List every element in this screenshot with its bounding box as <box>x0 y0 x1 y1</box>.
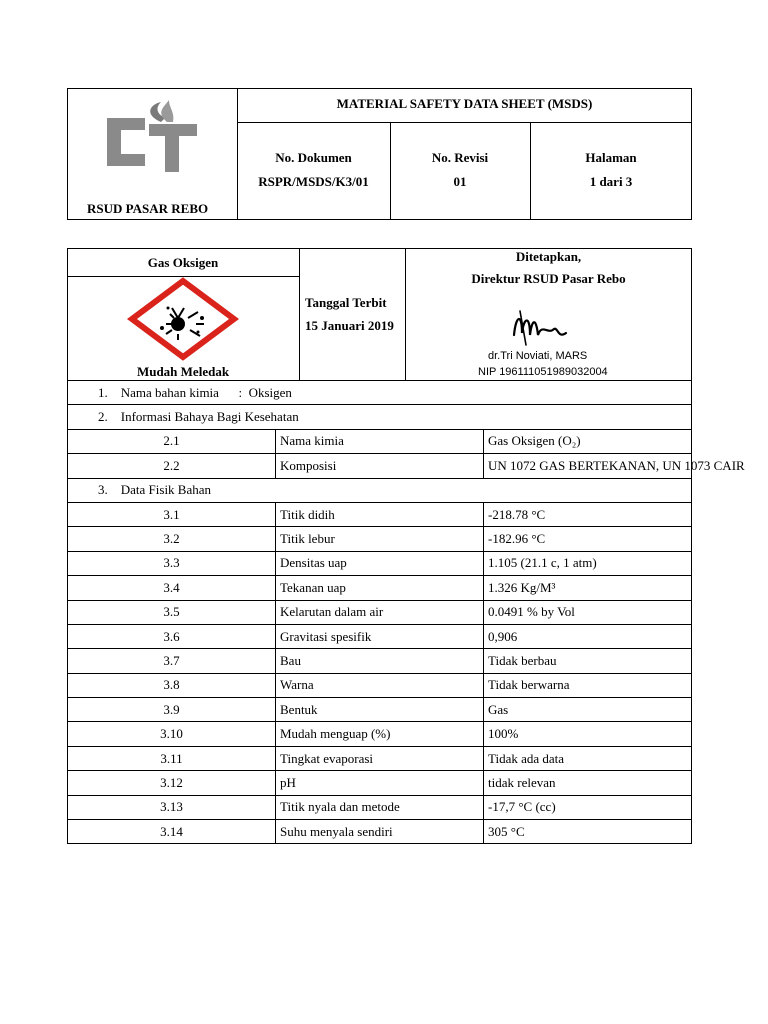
row-value: Tidak ada data <box>484 746 692 770</box>
row-value: Gas Oksigen (O₂) <box>484 429 692 453</box>
row-label: Tekanan uap <box>276 576 484 600</box>
hospital-name: RSUD PASAR REBO <box>87 201 209 216</box>
doc-no-label: No. Dokumen <box>275 150 352 165</box>
row-number: 3.5 <box>68 600 276 624</box>
section-row <box>68 478 692 502</box>
table-row <box>68 454 692 478</box>
row-label: Densitas uap <box>276 551 484 575</box>
row-label: Bau <box>276 649 484 673</box>
section-row <box>68 405 692 429</box>
row-number: 3.12 <box>68 771 276 795</box>
row-number: 3.9 <box>68 698 276 722</box>
row-number: 2.2 <box>68 454 276 478</box>
row-number: 2.1 <box>68 429 276 453</box>
table-row <box>68 722 692 746</box>
row-value: -182.96 °C <box>484 527 692 551</box>
exploding-bomb-icon <box>128 278 238 360</box>
row-number: 3.1 <box>68 502 276 526</box>
table-row <box>68 771 692 795</box>
page-label: Halaman <box>585 150 637 165</box>
row-value: 1.105 (21.1 c, 1 atm) <box>484 551 692 575</box>
revision-value: 01 <box>453 174 467 189</box>
director-title: Direktur RSUD Pasar Rebo <box>471 271 626 286</box>
row-number: 3.13 <box>68 795 276 819</box>
section-cell: 2. Informasi Bahaya Bagi Kesehatan <box>68 405 692 429</box>
row-value: Tidak berbau <box>484 649 692 673</box>
section-row <box>68 381 692 405</box>
row-value: 1.326 Kg/M³ <box>484 576 692 600</box>
row-number: 3.11 <box>68 746 276 770</box>
row-label: Titik didih <box>276 502 484 526</box>
row-value: 0.0491 % by Vol <box>484 600 692 624</box>
signature <box>508 305 598 349</box>
row-label: Suhu menyala sendiri <box>276 820 484 844</box>
issued-label: Tanggal Terbit <box>305 295 387 310</box>
table-row <box>68 502 692 526</box>
row-label: Gravitasi spesifik <box>276 624 484 648</box>
table-row <box>68 820 692 844</box>
issued-date: 15 Januari 2019 <box>305 318 394 333</box>
row-value: 0,906 <box>484 624 692 648</box>
properties-table <box>67 380 745 844</box>
table-row <box>68 551 692 575</box>
section-cell: 1. Nama bahan kimia : Oksigen <box>68 381 692 405</box>
signer-nip: NIP 196111051989032004 <box>478 366 608 378</box>
row-value: UN 1072 GAS BERTEKANAN, UN 1073 CAIR <box>484 454 692 478</box>
row-number: 3.3 <box>68 551 276 575</box>
hospital-logo <box>103 100 199 176</box>
row-number: 3.2 <box>68 527 276 551</box>
table-row <box>68 600 692 624</box>
row-label: Titik nyala dan metode <box>276 795 484 819</box>
row-label: Komposisi <box>276 454 484 478</box>
row-number: 3.6 <box>68 624 276 648</box>
table-row <box>68 746 692 770</box>
table-row <box>68 673 692 697</box>
row-value: -17,7 °C (cc) <box>484 795 692 819</box>
table-row <box>68 649 692 673</box>
approval-text: Ditetapkan, <box>515 249 582 264</box>
row-value: 305 °C <box>484 820 692 844</box>
row-value: -218.78 °C <box>484 502 692 526</box>
row-label: Nama kimia <box>276 429 484 453</box>
row-number: 3.8 <box>68 673 276 697</box>
row-label: Tingkat evaporasi <box>276 746 484 770</box>
document-title: MATERIAL SAFETY DATA SHEET (MSDS) <box>336 96 593 111</box>
row-label: pH <box>276 771 484 795</box>
row-number: 3.14 <box>68 820 276 844</box>
table-row <box>68 698 692 722</box>
signer-name: dr.Tri Noviati, MARS <box>488 350 588 362</box>
substance-name: Gas Oksigen <box>147 255 219 270</box>
row-number: 3.4 <box>68 576 276 600</box>
hazard-label: Mudah Meledak <box>136 364 230 379</box>
revision-label: No. Revisi <box>431 150 489 165</box>
table-row <box>68 795 692 819</box>
table-row <box>68 429 692 453</box>
row-label: Kelarutan dalam air <box>276 600 484 624</box>
table-row <box>68 576 692 600</box>
table-row <box>68 527 692 551</box>
row-label: Titik lebur <box>276 527 484 551</box>
row-value: Gas <box>484 698 692 722</box>
row-value: tidak relevan <box>484 771 692 795</box>
page-value: 1 dari 3 <box>589 174 633 189</box>
section-cell: 3. Data Fisik Bahan <box>68 478 692 502</box>
row-number: 3.7 <box>68 649 276 673</box>
row-value: Tidak berwarna <box>484 673 692 697</box>
row-number: 3.10 <box>68 722 276 746</box>
table-row <box>68 624 692 648</box>
row-value: 100% <box>484 722 692 746</box>
row-label: Warna <box>276 673 484 697</box>
row-label: Bentuk <box>276 698 484 722</box>
doc-no-value: RSPR/MSDS/K3/01 <box>258 174 369 189</box>
row-label: Mudah menguap (%) <box>276 722 484 746</box>
